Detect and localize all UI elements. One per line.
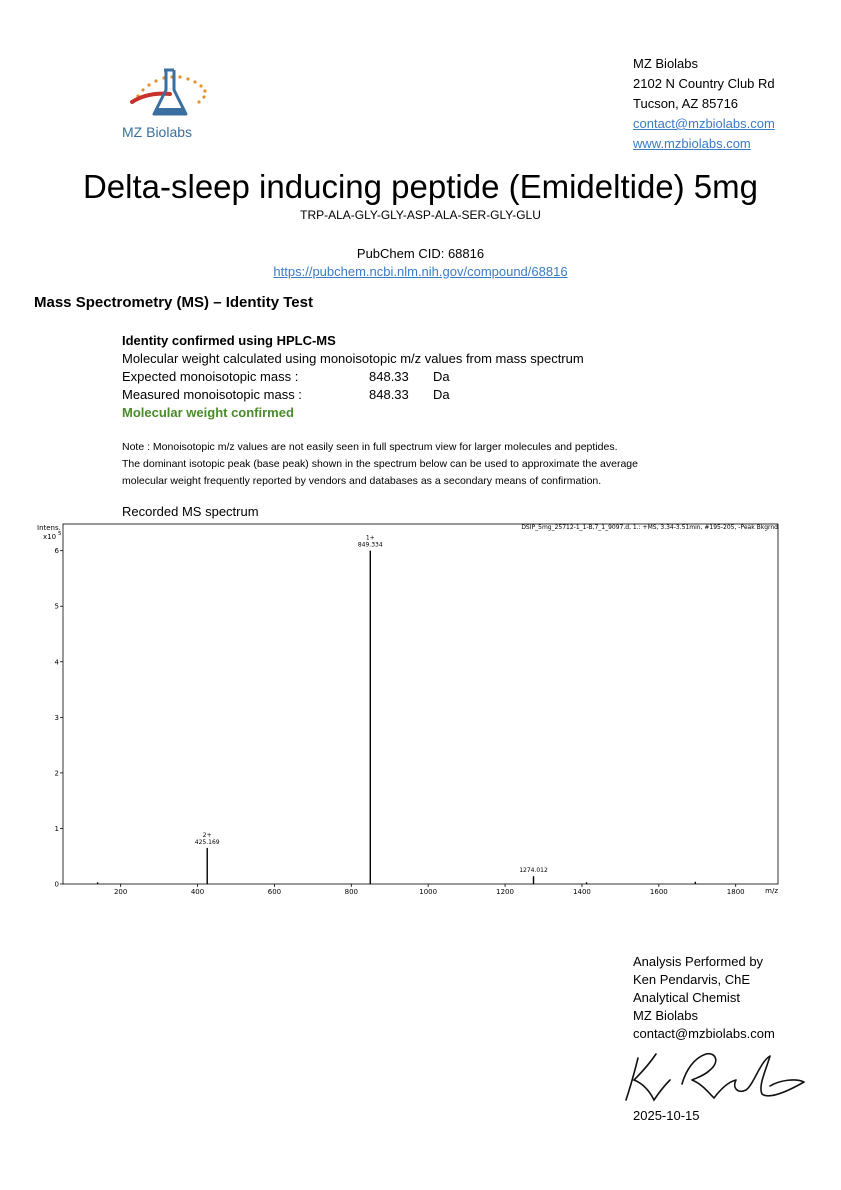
- measured-mass-unit: Da: [433, 387, 450, 402]
- result-confirmed: Molecular weight confirmed: [122, 405, 294, 420]
- note-line: The dominant isotopic peak (base peak) shown in the spectrum below can be used to approximate the average: [122, 458, 638, 470]
- peak-charge: 2+: [202, 831, 212, 839]
- y-tick-label: 0: [54, 880, 59, 889]
- x-tick-label: 600: [267, 888, 282, 896]
- y-tick-label: 1: [54, 824, 59, 833]
- x-tick-label: 1800: [726, 888, 745, 896]
- y-axis-exponent: 5: [58, 531, 62, 537]
- ms-spectrum-chart: [33, 520, 783, 896]
- website-link[interactable]: www.mzbiolabs.com: [633, 136, 751, 151]
- spectrum-title: Recorded MS spectrum: [122, 504, 259, 519]
- identity-method: Molecular weight calculated using monoisotopic m/z values from mass spectrum: [122, 351, 584, 366]
- page-title: Delta-sleep inducing peptide (Emideltide) 5mg: [82, 168, 759, 205]
- email-link[interactable]: contact@mzbiolabs.com: [633, 116, 775, 131]
- peak-charge: 1+: [365, 534, 375, 542]
- note-line: molecular weight frequently reported by vendors and databases as a secondary means of confirmation.: [122, 475, 602, 487]
- x-tick-label: 1400: [573, 888, 591, 896]
- y-tick-label: 5: [54, 602, 59, 611]
- analysis-date: 2025-10-15: [633, 1108, 700, 1123]
- expected-mass-value: 848.33: [369, 369, 409, 384]
- measured-mass-label: Measured monoisotopic mass :: [122, 387, 302, 402]
- company-address: [633, 54, 775, 154]
- x-tick-label: 1000: [419, 888, 438, 896]
- pubchem-block: [0, 245, 841, 281]
- footer-line: Ken Pendarvis, ChE: [633, 972, 751, 987]
- x-tick-label: 400: [190, 888, 205, 896]
- measured-mass-value: 848.33: [369, 387, 409, 402]
- y-axis-label: Intens.: [37, 524, 61, 532]
- y-tick-label: 6: [54, 547, 59, 556]
- expected-mass-label: Expected monoisotopic mass :: [122, 369, 299, 384]
- pubchem-link[interactable]: https://pubchem.ncbi.nlm.nih.gov/compound/68816: [273, 264, 568, 279]
- y-tick-label: 3: [54, 713, 59, 722]
- expected-mass-unit: Da: [433, 369, 450, 384]
- y-axis-scale: x10: [43, 533, 57, 541]
- x-tick-label: 1200: [496, 888, 514, 896]
- y-tick-label: 2: [54, 769, 59, 778]
- measured-mass-row: [122, 386, 584, 404]
- address-line: 2102 N Country Club Rd: [633, 76, 775, 91]
- x-axis-label: m/z: [765, 887, 778, 895]
- identity-heading: Identity confirmed using HPLC-MS: [122, 333, 336, 348]
- peptide-sequence: TRP-ALA-GLY-GLY-ASP-ALA-SER-GLY-GLU: [300, 208, 541, 222]
- footer-line: MZ Biolabs: [633, 1008, 699, 1023]
- expected-mass-row: [122, 368, 584, 386]
- footer-line: Analytical Chemist: [633, 990, 740, 1005]
- note-text: [122, 439, 638, 490]
- plot-frame: [63, 524, 778, 884]
- address-line: MZ Biolabs: [633, 56, 699, 71]
- peak-label: 1274.012: [519, 867, 548, 875]
- x-tick-label: 800: [344, 888, 358, 896]
- analyst-block: [633, 953, 775, 1043]
- handwritten-signature: [620, 1040, 810, 1110]
- footer-line: Analysis Performed by: [633, 954, 764, 969]
- section-heading: Mass Spectrometry (MS) – Identity Test: [34, 294, 313, 311]
- footer-line: contact@mzbiolabs.com: [633, 1026, 775, 1041]
- pubchem-cid: PubChem CID: 68816: [356, 246, 485, 261]
- note-line: Note : Monoisotopic m/z values are not easily seen in full spectrum view for larger molecules and peptides.: [122, 441, 618, 453]
- x-tick-label: 1600: [649, 888, 668, 896]
- x-tick-label: 200: [113, 888, 128, 896]
- peak-label: 425.169: [194, 838, 220, 846]
- peak-label: 849.334: [357, 541, 383, 549]
- identity-results: [122, 332, 584, 422]
- logo-text: MZ Biolabs: [122, 124, 193, 140]
- spectrum-header: DSIP_5mg_25712-1_1-B,7_1_9097.d, 1.: +MS, 3.34-3.51min, #195-205, -Peak Bkgrnd: [521, 524, 778, 531]
- address-line: Tucson, AZ 85716: [633, 96, 739, 111]
- y-tick-label: 4: [54, 658, 59, 667]
